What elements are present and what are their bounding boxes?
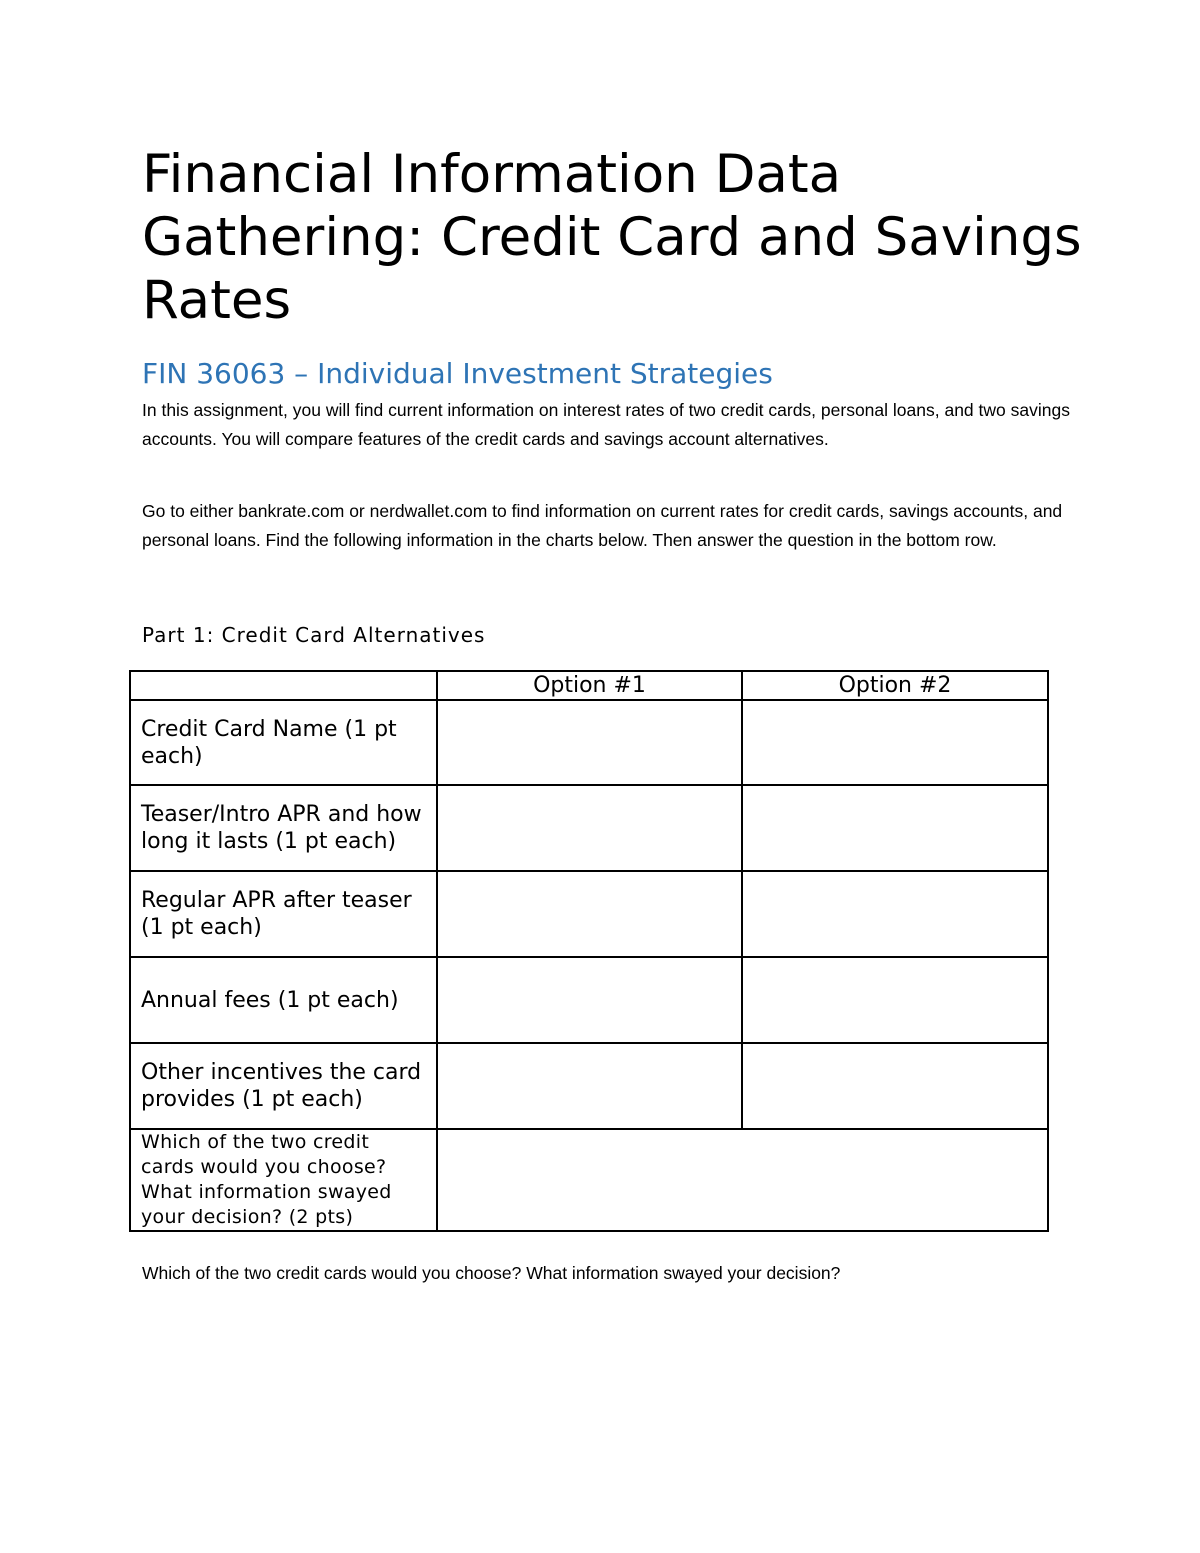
question-row xyxy=(130,1129,1048,1231)
course-subtitle: FIN 36063 – Individual Investment Strategies xyxy=(142,357,773,390)
row-label: Annual fees (1 pt each) xyxy=(130,957,437,1043)
table-row xyxy=(130,1043,1048,1129)
option1-cell[interactable] xyxy=(437,1043,742,1129)
instructions-paragraph: Go to either bankrate.com or nerdwallet.com to find information on current rates for credit cards, savings accounts, and personal loans. Find the following information in the charts below. Then answer the question in the bottom row. xyxy=(142,501,1063,550)
row-label: Credit Card Name (1 pt each) xyxy=(130,700,437,785)
part1-heading: Part 1: Credit Card Alternatives xyxy=(142,623,486,647)
table-row xyxy=(130,871,1048,957)
table-row xyxy=(130,700,1048,785)
intro-paragraph: In this assignment, you will find current information on interest rates of two credit cards, personal loans, and two savings accounts. You will compare features of the credit cards and savings account alternatives. xyxy=(142,400,1070,449)
table-header-cell: Option #2 xyxy=(742,671,1048,700)
option1-cell[interactable] xyxy=(437,957,742,1043)
option2-cell[interactable] xyxy=(742,871,1048,957)
option2-cell[interactable] xyxy=(742,957,1048,1043)
document-title: Financial Information Data Gathering: Credit Card and Savings Rates xyxy=(142,144,1082,331)
credit-card-table xyxy=(129,670,1049,1232)
option1-cell[interactable] xyxy=(437,785,742,871)
option2-cell[interactable] xyxy=(742,700,1048,785)
option1-cell[interactable] xyxy=(437,700,742,785)
option1-cell[interactable] xyxy=(437,871,742,957)
option2-cell[interactable] xyxy=(742,785,1048,871)
question-answer-cell[interactable] xyxy=(437,1129,1048,1231)
table-row xyxy=(130,785,1048,871)
table-header-cell xyxy=(130,671,437,700)
table-header-cell: Option #1 xyxy=(437,671,742,700)
question-label: Which of the two credit cards would you choose? What information swayed your decision? (2 pts) xyxy=(130,1129,437,1231)
row-label: Other incentives the card provides (1 pt each) xyxy=(130,1043,437,1129)
row-label: Teaser/Intro APR and how long it lasts (1 pt each) xyxy=(130,785,437,871)
footer-question: Which of the two credit cards would you choose? What information swayed your decision? xyxy=(142,1263,841,1283)
option2-cell[interactable] xyxy=(742,1043,1048,1129)
table-row xyxy=(130,957,1048,1043)
table-header-row xyxy=(130,671,1048,700)
row-label: Regular APR after teaser (1 pt each) xyxy=(130,871,437,957)
